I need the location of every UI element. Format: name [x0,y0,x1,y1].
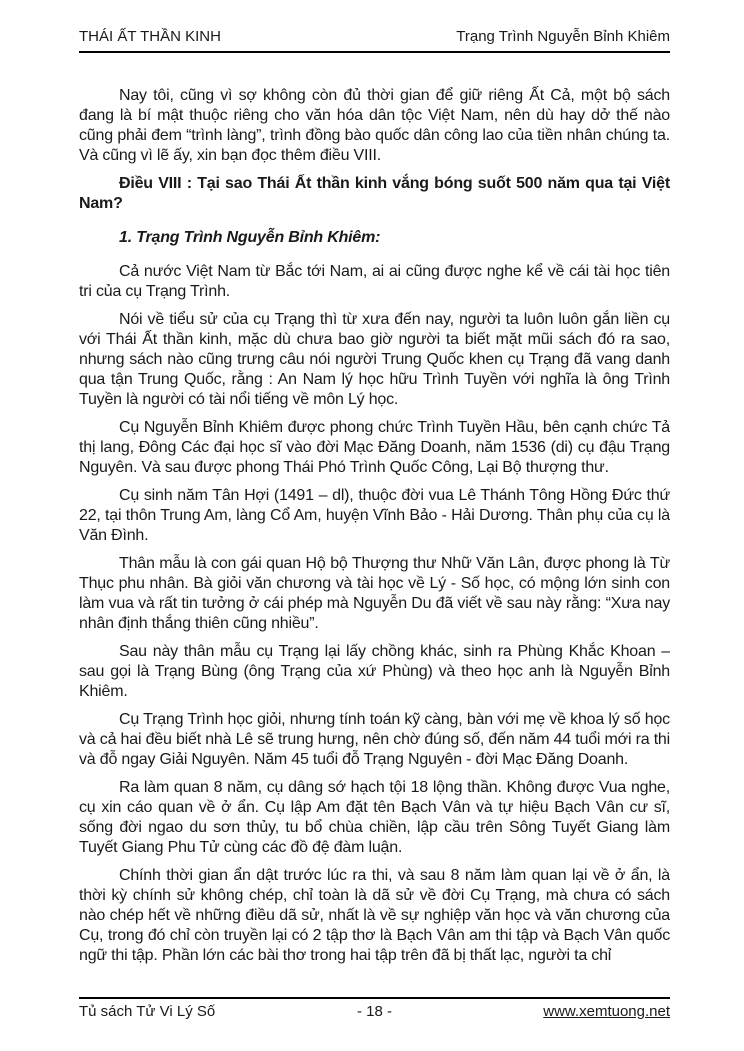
sub-heading: 1. Trạng Trình Nguyễn Bỉnh Khiêm: [119,229,381,246]
footer-website-link[interactable]: www.xemtuong.net [543,1003,670,1020]
page-footer [79,997,670,1021]
paragraph: Sau này thân mẫu cụ Trạng lại lấy chồng khác, sinh ra Phùng Khắc Khoan – sau gọi là Trạng Bùng (ông Trạng của xứ Phùng) và theo học anh là Nguyễn Bỉnh Khiêm. [79,643,670,700]
header-chapter-title: Trạng Trình Nguyễn Bỉnh Khiêm [456,28,670,45]
page-header [79,28,670,53]
section-heading: Điều VIII : Tại sao Thái Ất thần kinh vắng bóng suốt 500 năm qua tại Việt Nam? [79,175,670,212]
footer-series-title: Tủ sách Tử Vi Lý Số [79,1003,216,1020]
page-body [79,86,670,991]
paragraph: Chính thời gian ẩn dật trước lúc ra thi, và sau 8 năm làm quan lại về ở ẩn, là thời kỳ chính sử không chép, chỉ toàn là dã sử về đời Cụ Trạng, mà chưa có sách nào chép hết về những điều dã sử, nhất là về sự nghiệp văn học và văn chương của Cụ, trong đó chỉ còn truyền lại có 2 tập thơ là Bạch Vân am thi tập và Bạch Vân quốc ngữ thi tập. Phần lớn các bài thơ trong hai tập trên đã bị thất lạc, người ta chỉ [79,867,670,964]
footer-page-number: - 18 - [356,1003,392,1020]
paragraph: Cụ sinh năm Tân Hợi (1491 – dl), thuộc đời vua Lê Thánh Tông Hồng Đức thứ 22, tại thôn Trung Am, làng Cổ Am, huyện Vĩnh Bảo - Hải Dương. Thân phụ của cụ là Văn Đình. [79,487,670,544]
paragraph: Thân mẫu là con gái quan Hộ bộ Thượng thư Nhữ Văn Lân, được phong là Từ Thục phu nhân. Bà giỏi văn chương và tài học về Lý - Số học, có mộng lớn sinh con làm vua và rất tin tưởng ở cái phép mà Nguyễn Du đã viết về sau này rằng: “Xưa nay nhân định thắng thiên cũng nhiều”. [79,555,670,632]
paragraph: Cụ Trạng Trình học giỏi, nhưng tính toán kỹ càng, bàn với mẹ về khoa lý số học và cả hai đều biết nhà Lê sẽ trung hưng, nên chờ đúng số, đến năm 44 tuổi mới ra thi và đỗ ngay Giải Nguyên. Năm 45 tuổi đỗ Trạng Nguyên - đời Mạc Đăng Doanh. [79,711,670,768]
paragraph: Cả nước Việt Nam từ Bắc tới Nam, ai ai cũng được nghe kể về cái tài học tiên tri của cụ Trạng Trình. [79,263,670,300]
paragraph: Nói về tiểu sử của cụ Trạng thì từ xưa đến nay, người ta luôn luôn gắn liền cụ với Thái Ất thần kinh, mặc dù chưa bao giờ người ta biết mặt mũi sách đó ra sao, nhưng sách nào cũng trưng câu nói người Trung Quốc khen cụ Trạng đã vang danh qua tận Trung Quốc, rằng : An Nam lý học hữu Trình Tuyền với nghĩa là ông Trình Tuyền là người có tài nổi tiếng về môn Lý học. [79,311,670,408]
header-book-title: THÁI ẤT THẦN KINH [79,28,221,45]
paragraph: Cụ Nguyễn Bỉnh Khiêm được phong chức Trình Tuyền Hầu, bên cạnh chức Tả thị lang, Đông Các đại học sĩ vào đời Mạc Đăng Doanh, năm 1536 (di) cụ đậu Trạng Nguyên. Và sau được phong Thái Phó Trình Quốc Công, Lại Bộ thượng thư. [79,419,670,476]
paragraph-intro: Nay tôi, cũng vì sợ không còn đủ thời gian để giữ riêng Ất Cả, một bộ sách đang là bí mật thuộc riêng cho văn hóa dân tộc Việt Nam, nên dù hay dở thế nào cũng phải đem “trình làng”, trình đồng bào quốc dân công lao của tiền nhân chúng ta. Và cũng vì lẽ ấy, xin bạn đọc thêm điều VIII. [79,87,670,164]
paragraph: Ra làm quan 8 năm, cụ dâng sớ hạch tội 18 lộng thần. Không được Vua nghe, cụ xin cáo quan về ở ẩn. Cụ lập Am đặt tên Bạch Vân và tự hiệu Bạch Vân cư sĩ, sống đời ngao du sơn thủy, tu bổ chùa chiền, lập cầu trên Sông Tuyết Giang làm Tuyết Giang Phu Tử cùng các đồ đệ đàm luận. [79,779,670,856]
